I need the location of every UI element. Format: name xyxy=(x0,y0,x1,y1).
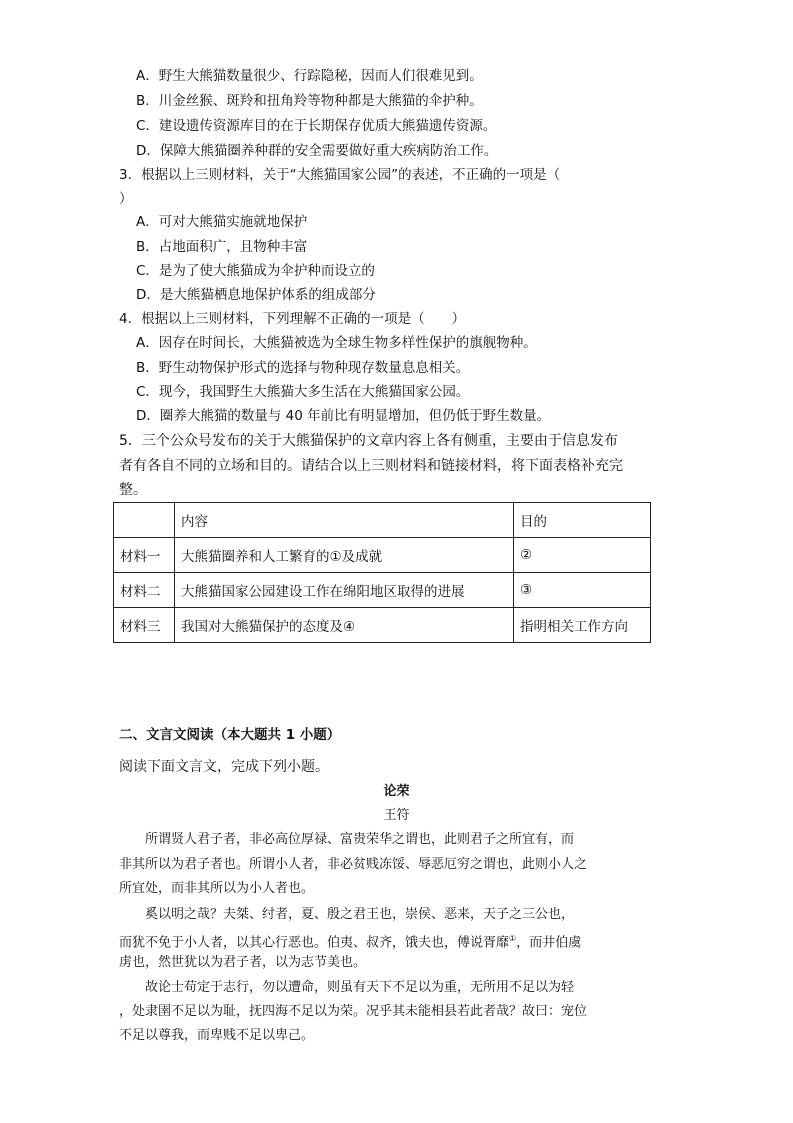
table-header-cell: 内容 xyxy=(175,503,514,538)
passage-text: 而犹不免于小人者，以其心行恶也。伯夷、叔齐，饿夫也，傅说胥靡 xyxy=(119,935,510,951)
section-heading: 二、文言文阅读（本大题共 1 小题） xyxy=(119,727,341,743)
passage-author: 王符 xyxy=(383,808,410,823)
footnote-marker: ① xyxy=(509,934,517,943)
q3-stem: 3．根据以上三则材料，关于“大熊猫国家公园”的表述，不正确的一项是（ xyxy=(119,167,561,183)
table-header-row xyxy=(114,503,651,538)
q3-option-d: D．是大熊猫栖息地保护体系的组成部分 xyxy=(136,287,376,303)
section-instruction: 阅读下面文言文，完成下列小题。 xyxy=(119,759,329,775)
q3-option-a: A．可对大熊猫实施就地保护 xyxy=(136,214,308,230)
q4-stem: 4．根据以上三则材料，下列理解不正确的一项是（ ） xyxy=(119,311,466,327)
table-cell: 材料二 xyxy=(114,573,175,608)
passage-line: 虏也，然世犹以为君子者，以为志节美也。 xyxy=(119,955,367,970)
table-cell: 指明相关工作方向 xyxy=(514,608,651,643)
table-header-cell: 目的 xyxy=(514,503,651,538)
passage-line: ，处隶圉不足以为耻，抚四海不足以为荣。况乎其未能相县若此者哉？故曰：宠位 xyxy=(119,1004,588,1019)
q4-option-c: C．现今，我国野生大熊猫大多生活在大熊猫国家公园。 xyxy=(136,384,470,400)
passage-line xyxy=(119,930,581,952)
table-row xyxy=(114,573,651,608)
q2-option-a: A．野生大熊猫数量很少、行踪隐秘，因而人们很难见到。 xyxy=(136,68,483,84)
q3-option-b: B．占地面积广，且物种丰富 xyxy=(136,239,308,255)
passage-text: ，而井伯虞 xyxy=(516,935,582,951)
table-cell: 材料一 xyxy=(114,538,175,573)
q5-line-3: 整。 xyxy=(119,482,147,498)
passage-line: 所宜处，而非其所以为小人者也。 xyxy=(119,881,315,896)
passage-line: 故论士苟定于志行，勿以遭命，则虽有天下不足以为重，无所用不足以为轻 xyxy=(145,980,575,995)
q2-option-d: D．保障大熊猫圈养种群的安全需要做好重大疾病防治工作。 xyxy=(136,143,498,159)
q2-option-c: C．建设遗传资源库目的在于长期保存优质大熊猫遗传资源。 xyxy=(136,118,497,134)
material-table xyxy=(113,502,651,643)
q3-stem-close: ） xyxy=(119,191,133,207)
table-cell: ② xyxy=(514,538,651,573)
table-cell: 我国对大熊猫保护的态度及④ xyxy=(175,608,514,643)
passage-line: 所谓贤人君子者，非必高位厚禄、富贵荣华之谓也，此则君子之所宜有，而 xyxy=(145,832,575,847)
table-cell: 大熊猫国家公园建设工作在绵阳地区取得的进展 xyxy=(175,573,514,608)
table-cell: ③ xyxy=(514,573,651,608)
q5-line-1: 5．三个公众号发布的关于大熊猫保护的文章内容上各有侧重，主要由于信息发布 xyxy=(119,433,618,449)
q2-option-b: B．川金丝猴、斑羚和扭角羚等物种都是大熊猫的伞护种。 xyxy=(136,93,483,109)
passage-line: 不足以尊我，而卑贱不足以卑己。 xyxy=(119,1028,315,1043)
q4-option-d: D．圈养大熊猫的数量与 40 年前比有明显增加，但仍低于野生数量。 xyxy=(136,408,551,424)
passage-line: 非其所以为君子者也。所谓小人者，非必贫贱冻馁、辱恶厄穷之谓也，此则小人之 xyxy=(119,857,588,872)
q4-option-b: B．野生动物保护形式的选择与物种现存数量息息相关。 xyxy=(136,360,470,376)
table-row xyxy=(114,538,651,573)
table-header-cell xyxy=(114,503,175,538)
q3-option-c: C．是为了使大熊猫成为伞护种而设立的 xyxy=(136,263,375,279)
q4-option-a: A．因存在时间长，大熊猫被选为全球生物多样性保护的旗舰物种。 xyxy=(136,335,537,351)
passage-line: 奚以明之哉？夫桀、纣者，夏、殷之君王也，崇侯、恶来，天子之三公也， xyxy=(145,907,575,922)
table-row xyxy=(114,608,651,643)
table-cell: 材料三 xyxy=(114,608,175,643)
q5-line-2: 者有各自不同的立场和目的。请结合以上三则材料和链接材料，将下面表格补充完 xyxy=(119,458,623,474)
passage-title: 论荣 xyxy=(383,784,410,799)
table-cell: 大熊猫圈养和人工繁育的①及成就 xyxy=(175,538,514,573)
